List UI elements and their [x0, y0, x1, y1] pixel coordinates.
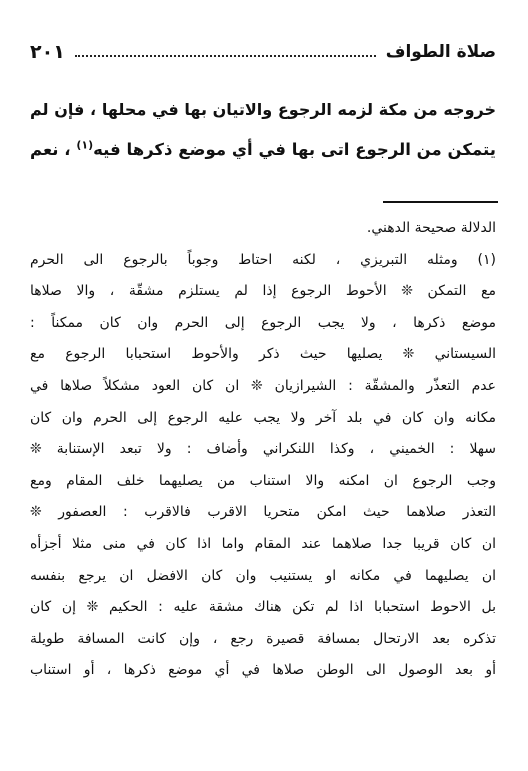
footnote-ref-1: (١) [76, 138, 94, 152]
page-number: ٢٠١ [30, 41, 65, 63]
main-line-2-text: يتمكن من الرجوع اتى بها في أي موضع ذكرها فيه$^{(١)}$ ، نعم [30, 138, 496, 159]
note-line-3: مع التمكن ❊ الأحوط الرجوع إذا لم يستلزم مشقّة ، والا صلاها [30, 283, 496, 300]
main-line-2 [30, 130, 496, 170]
note-line-12: ان يصليهما في مكانه او يستنيب وان كان الافضل ان يرجع بنفسه [30, 567, 496, 584]
note-line-15: أو بعد الوصول الى الوطن صلاها في أي موضع ذكرها ، أو استناب [30, 662, 496, 679]
running-title: صلاة الطواف [385, 42, 496, 62]
note-line-8: سهلا : الخميني ، وكذا اللنكراني وأضاف : ولا تبعد الإستنابة ❊ [30, 441, 496, 458]
note-line-2: (١) ومثله التبريزي ، لكنه احتاط وجوباً بالرجوع الى الحرم [30, 251, 496, 268]
note-line-14: تذكره بعد الارتحال بمسافة قصيرة رجع ، وإن كانت المسافة طويلة [30, 630, 496, 647]
note-line-7: مكانه وان كان في بلد آخر ولا يجب عليه الرجوع إلى الحرم وان كان [30, 409, 496, 426]
note-line-10: التعذر صلاهما حيث امكن متحريا الاقرب فالاقرب : العصفور ❊ [30, 504, 496, 521]
note-line-6: عدم التعذّر والمشقّة : الشيرازيان ❊ ان كان العود مشكلاً صلاها في [30, 377, 496, 394]
header-dotted-leader [75, 55, 376, 57]
note-line-4: موضع ذكرها ، ولا يجب الرجوع إلى الحرم وان كان ممكناً : [30, 314, 496, 331]
note-line-13: بل الاحوط استحبابا اذا لم تكن هناك مشقة عليه : الحكيم ❊ إن كان [30, 599, 496, 616]
footnotes [30, 213, 496, 687]
note-line-5: السيستاني ❊ يصليها حيث ذكر والأحوط استحبابا الرجوع مع [30, 346, 496, 363]
main-text [30, 90, 496, 170]
note-line-1: الدلالة صحيحة الدهني. [366, 220, 496, 236]
note-line-9: وجب الرجوع ان امكنه والا استناب من يصليهما خلف المقام ومع [30, 472, 496, 489]
note-line-11: ان كان قريبا جدا صلاهما عند المقام واما اذا كان في منى مثلا أجزأه [30, 535, 496, 552]
main-line-1: خروجه من مكة لزمه الرجوع والاتيان بها في محلها ، فإن لم [30, 100, 496, 119]
page-header [30, 38, 496, 66]
footnote-separator [383, 201, 498, 203]
